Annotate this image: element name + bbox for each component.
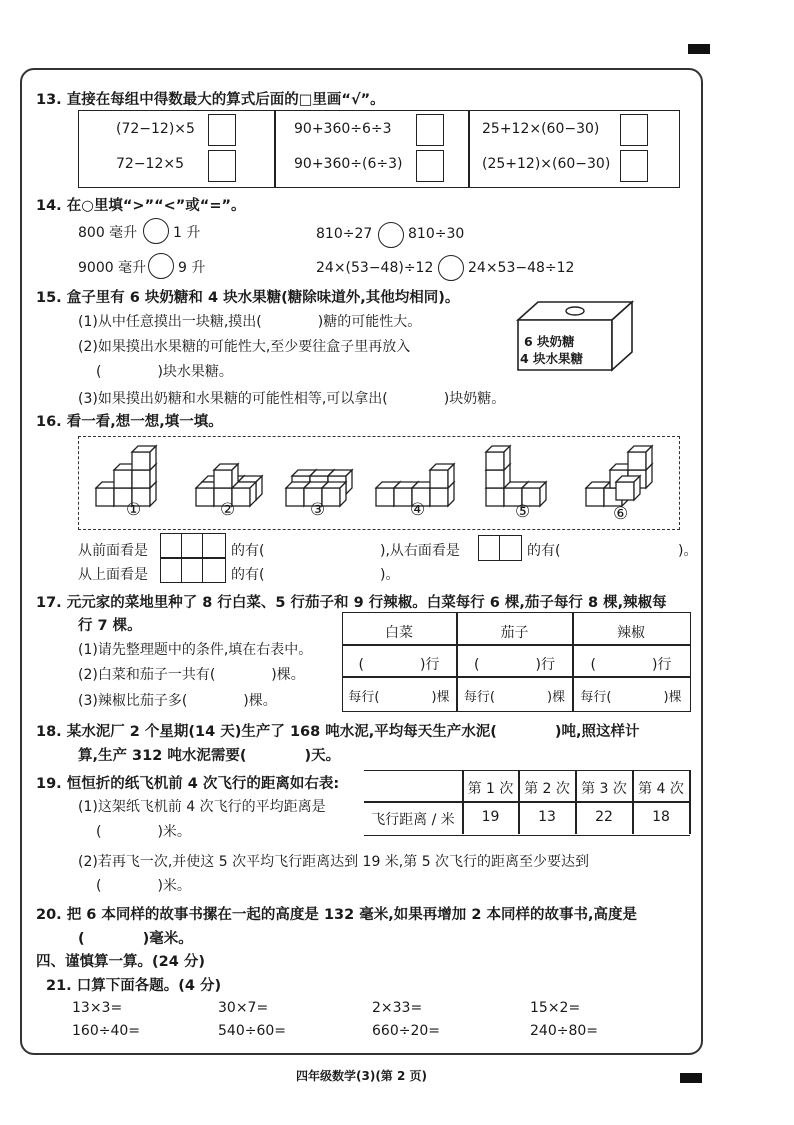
q13-check-box[interactable] [620, 114, 648, 146]
q21-r1-4: 15×2= [530, 1000, 581, 1016]
shape-label-2: ② [220, 500, 236, 520]
q21-r2-1: 160÷40= [72, 1023, 140, 1039]
q15-line1: (1)从中任意摸出一块糖,摸出( )糖的可能性大。 [78, 314, 422, 330]
q13-expr-1a: (72−12)×5 [116, 121, 195, 137]
candy-box-label-1: 6 块奶糖 [524, 334, 575, 349]
q13-expr-2a: 90+360÷6÷3 [294, 121, 392, 137]
q19-sub1b: ( )米。 [96, 824, 191, 840]
q19-sub2b: ( )米。 [96, 878, 191, 894]
q19-sub1a: (1)这架纸飞机前 4 次飞行的平均距离是 [78, 799, 326, 815]
q17-each-cell[interactable]: 每行( )棵 [348, 690, 450, 705]
q17-rows-cell[interactable]: ( )行 [474, 657, 555, 673]
q21-r2-2: 540÷60= [218, 1023, 286, 1039]
q19-title: 19. 恒恒折的纸飞机前 4 次飞行的距离如右表: [36, 776, 340, 792]
q17-sub3: (3)辣椒比茄子多( )棵。 [78, 693, 277, 709]
shape-label-1: ① [126, 500, 142, 520]
q14-left-2: 810÷27 [316, 226, 373, 242]
q17-rows-cell[interactable]: ( )行 [358, 657, 440, 673]
q15-line3: (3)如果摸出奶糖和水果糖的可能性相等,可以拿出( )块奶糖。 [78, 391, 506, 407]
shape-label-6: ⑥ [613, 504, 629, 524]
q17-header-baicai: 白菜 [385, 625, 413, 641]
compare-circle[interactable] [148, 253, 174, 279]
q17-header-qiezi: 茄子 [500, 625, 529, 641]
q14-left-1: 800 毫升 [78, 225, 138, 241]
q13-expr-2b: 90+360÷(6÷3) [294, 156, 403, 172]
q19-row-label: 飞行距离 / 米 [371, 812, 455, 828]
q21-r2-3: 660÷20= [372, 1023, 440, 1039]
q17-header-lajiao: 辣椒 [617, 625, 645, 641]
q17-each-cell[interactable]: 每行( )棵 [463, 690, 566, 705]
q18-line2: 算,生产 312 吨水泥需要( )天。 [78, 748, 341, 764]
q13-check-box[interactable] [620, 150, 648, 182]
q21-r1-1: 13×3= [72, 1000, 123, 1016]
compare-circle[interactable] [438, 255, 464, 281]
registration-mark-top [688, 44, 710, 54]
shape-label-5: ⑤ [515, 502, 531, 522]
shape-label-3: ③ [310, 500, 326, 520]
q19-value-2: 13 [538, 809, 556, 825]
q15-line2a: (2)如果摸出水果糖的可能性大,至少要往盒子里再放入 [78, 339, 411, 355]
q19-value-3: 22 [595, 809, 613, 825]
top-view-icon [160, 557, 226, 583]
q15-title: 15. 盒子里有 6 块奶糖和 4 块水果糖(糖除味道外,其他均相同)。 [36, 290, 460, 306]
q19-header-3: 第 3 次 [581, 781, 627, 797]
q20-line2: ( )毫米。 [78, 931, 193, 947]
q16-cube-figures [80, 438, 676, 526]
shape-label-4: ④ [410, 500, 426, 520]
q17-sub1: (1)请先整理题中的条件,填在右表中。 [78, 642, 313, 658]
q13-check-box[interactable] [416, 114, 444, 146]
q13-title: 13. 直接在每组中得数最大的算式后面的□里画“√”。 [36, 92, 385, 108]
q21-r1-2: 30×7= [218, 1000, 269, 1016]
q14-right-3: 9 升 [178, 260, 206, 276]
q13-check-box[interactable] [416, 150, 444, 182]
q16-top-label: 从上面看是 [78, 567, 148, 583]
q21-r2-4: 240÷80= [530, 1023, 598, 1039]
q13-check-box[interactable] [208, 114, 236, 146]
q19-value-1: 19 [481, 809, 500, 825]
q14-left-3: 9000 毫升 [78, 260, 147, 276]
q20-line1: 20. 把 6 本同样的故事书摞在一起的高度是 132 毫米,如果再增加 2 本同样的故事书,高度是 [36, 907, 637, 923]
q14-right-4: 24×53−48÷12 [468, 260, 575, 276]
q15-line2b: ( )块水果糖。 [96, 364, 233, 380]
q19-header-1: 第 1 次 [467, 781, 514, 797]
q19-header-4: 第 4 次 [638, 781, 684, 797]
q16-right-has: 的有( [527, 543, 561, 559]
front-view-icon [160, 533, 226, 559]
q16-top-close: )。 [380, 567, 400, 583]
q14-right-1: 1 升 [173, 225, 201, 241]
q17-line2: 行 7 棵。 [78, 618, 142, 634]
q17-rows-cell[interactable]: ( )行 [590, 657, 672, 673]
q14-title: 14. 在○里填“>”“<”或“=”。 [36, 198, 246, 214]
q13-check-box[interactable] [208, 150, 236, 182]
compare-circle[interactable] [143, 218, 169, 244]
q16-front-has: 的有( [231, 543, 265, 559]
q13-expr-3a: 25+12×(60−30) [482, 121, 600, 137]
registration-mark-bottom [680, 1073, 702, 1083]
right-view-icon [478, 535, 522, 561]
q17-each-cell[interactable]: 每行( )棵 [580, 690, 682, 705]
q16-title: 16. 看一看,想一想,填一填。 [36, 414, 223, 430]
q17-line1: 17. 元元家的菜地里种了 8 行白菜、5 行茄子和 9 行辣椒。白菜每行 6 棵,茄子每行 8 棵,辣椒每 [36, 595, 667, 611]
q19-value-4: 18 [652, 809, 670, 825]
page-footer: 四年级数学(3)(第 2 页) [296, 1069, 427, 1083]
q17-sub2: (2)白菜和茄子一共有( )棵。 [78, 667, 305, 683]
q14-left-4: 24×(53−48)÷12 [316, 260, 434, 276]
candy-box-label-2: 4 块水果糖 [520, 351, 584, 366]
q18-line1: 18. 某水泥厂 2 个星期(14 天)生产了 168 吨水泥,平均每天生产水泥( )吨,照这样计 [36, 724, 640, 740]
q16-top-has: 的有( [231, 567, 265, 583]
q16-front-label: 从前面看是 [78, 543, 148, 559]
q19-header-2: 第 2 次 [524, 781, 570, 797]
q14-right-2: 810÷30 [408, 226, 465, 242]
q19-sub2a: (2)若再飞一次,并使这 5 次平均飞行距离达到 19 米,第 5 次飞行的距离至少要达到 [78, 854, 590, 870]
q16-right-close: )。 [678, 543, 698, 559]
q21-r1-3: 2×33= [372, 1000, 423, 1016]
compare-circle[interactable] [378, 222, 404, 248]
q16-right-label: ),从右面看是 [380, 543, 460, 559]
q13-expr-1b: 72−12×5 [116, 156, 184, 172]
section-4-heading: 四、谨慎算一算。(24 分) [36, 954, 205, 970]
q13-expr-3b: (25+12)×(60−30) [482, 156, 611, 172]
q21-title: 21. 口算下面各题。(4 分) [46, 978, 222, 994]
